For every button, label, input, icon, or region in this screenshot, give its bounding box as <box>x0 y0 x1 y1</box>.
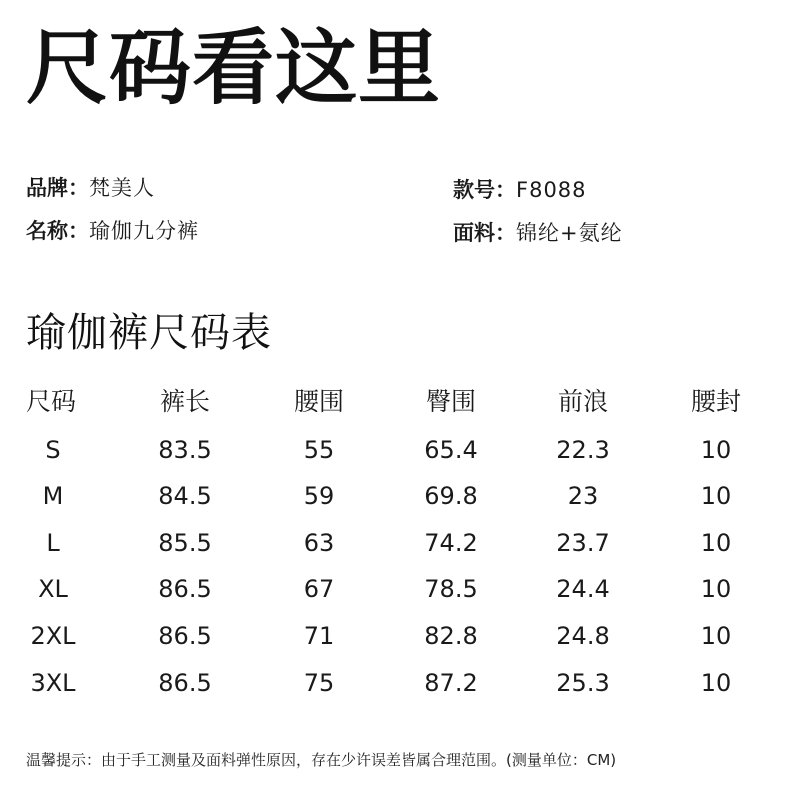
size-cell: XL <box>38 575 68 604</box>
hip-cell: 65.4 <box>424 435 478 464</box>
fabric-value: 锦纶+氨纶 <box>516 221 623 245</box>
hip-cell: 69.8 <box>424 482 478 511</box>
table-row <box>0 427 790 474</box>
header-waist: 腰围 <box>293 387 344 416</box>
measurement-footnote: 温馨提示：由于手工测量及面料弹性原因，存在少许误差皆属合理范围。(测量单位：CM) <box>26 751 617 769</box>
product-name-value: 瑜伽九分裤 <box>89 219 199 243</box>
style-number-info <box>453 180 587 201</box>
size-cell: 2XL <box>30 621 76 650</box>
front-rise-cell: 24.8 <box>556 621 610 650</box>
size-cell: S <box>45 435 61 464</box>
front-rise-cell: 23.7 <box>556 528 610 557</box>
hip-cell: 74.2 <box>424 528 478 557</box>
fabric-info <box>453 223 623 244</box>
header-size: 尺码 <box>26 387 77 416</box>
waistband-cell: 10 <box>700 668 732 697</box>
waistband-cell: 10 <box>700 482 732 511</box>
length-cell: 86.5 <box>158 575 212 604</box>
size-cell: 3XL <box>30 668 76 697</box>
waist-cell: 55 <box>303 435 335 464</box>
hip-cell: 87.2 <box>424 668 478 697</box>
brand-value: 梵美人 <box>89 176 155 200</box>
hip-cell: 82.8 <box>424 621 478 650</box>
style-number-label: 款号： <box>453 178 516 202</box>
front-rise-cell: 24.4 <box>556 575 610 604</box>
waist-cell: 75 <box>303 668 335 697</box>
table-row <box>0 613 790 660</box>
header-hip: 臀围 <box>425 387 476 416</box>
style-number-value: F8088 <box>516 178 587 202</box>
size-table-title: 瑜伽裤尺码表 <box>26 310 272 356</box>
waist-cell: 71 <box>303 621 335 650</box>
length-cell: 86.5 <box>158 621 212 650</box>
front-rise-cell: 23 <box>567 482 599 511</box>
fabric-label: 面料： <box>453 221 516 245</box>
header-front-rise: 前浪 <box>557 387 608 416</box>
front-rise-cell: 22.3 <box>556 435 610 464</box>
product-name-label: 名称： <box>26 219 89 243</box>
size-cell: M <box>42 482 64 511</box>
length-cell: 83.5 <box>158 435 212 464</box>
header-waistband: 腰封 <box>690 387 741 416</box>
table-row <box>0 473 790 520</box>
page-title: 尺码看这里 <box>26 21 442 116</box>
waist-cell: 59 <box>303 482 335 511</box>
size-cell: L <box>46 528 60 557</box>
brand-info <box>26 178 155 199</box>
size-table <box>0 380 790 706</box>
waistband-cell: 10 <box>700 575 732 604</box>
hip-cell: 78.5 <box>424 575 478 604</box>
length-cell: 86.5 <box>158 668 212 697</box>
waistband-cell: 10 <box>700 621 732 650</box>
waist-cell: 67 <box>303 575 335 604</box>
table-row <box>0 660 790 707</box>
waist-cell: 63 <box>303 528 335 557</box>
front-rise-cell: 25.3 <box>556 668 610 697</box>
length-cell: 85.5 <box>158 528 212 557</box>
table-row <box>0 566 790 613</box>
table-row <box>0 520 790 567</box>
size-table-header-row <box>0 380 790 427</box>
product-name-info <box>26 221 199 242</box>
header-length: 裤长 <box>159 387 210 416</box>
length-cell: 84.5 <box>158 482 212 511</box>
waistband-cell: 10 <box>700 435 732 464</box>
waistband-cell: 10 <box>700 528 732 557</box>
brand-label: 品牌： <box>26 176 89 200</box>
